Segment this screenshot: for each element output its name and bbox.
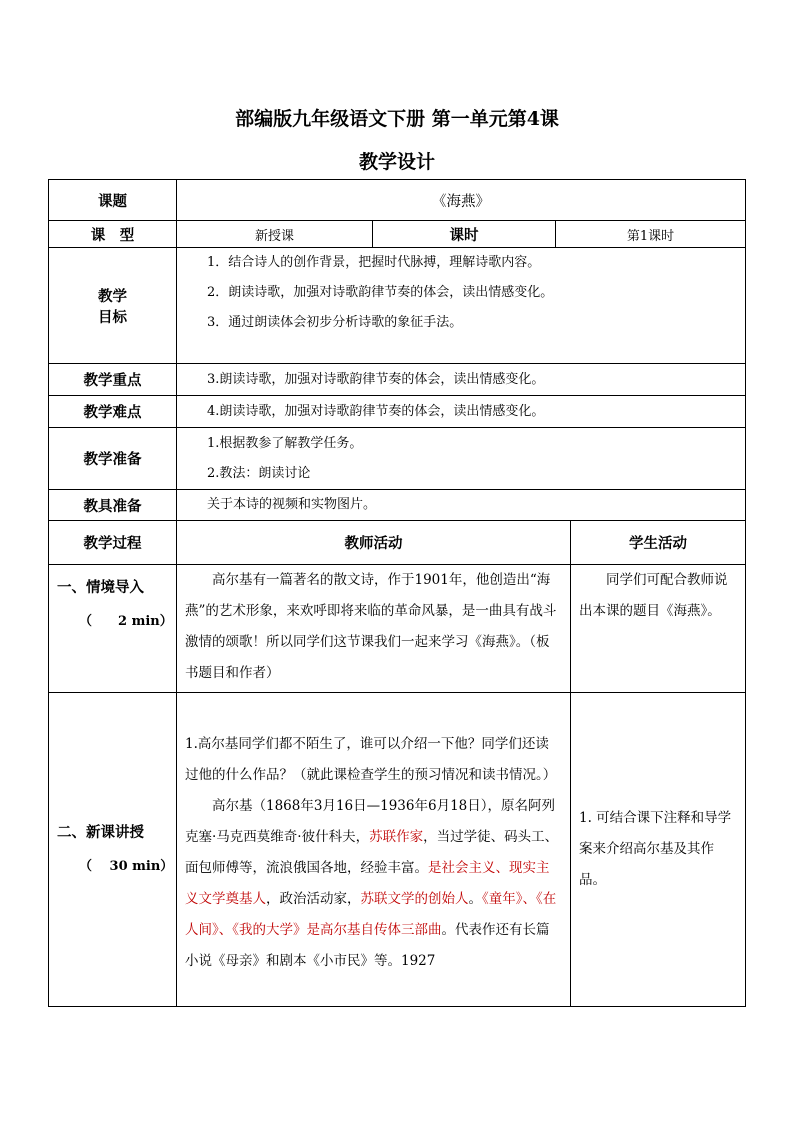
text-span: 。 xyxy=(468,891,482,907)
step2-time: （ 30 min） xyxy=(79,858,174,874)
tools-label: 教具准备 xyxy=(49,490,177,521)
highlight-text: 苏联作家 xyxy=(369,829,424,845)
step2-cell xyxy=(49,693,177,1007)
step1-title: 一、情境导入 xyxy=(57,579,144,596)
goal-item: 3．通过朗读体会初步分析诗歌的象征手法。 xyxy=(207,315,463,330)
step1-student-text: 同学们可配合教师说出本课的题目《海燕》。 xyxy=(579,572,728,619)
tools-cell xyxy=(177,490,746,521)
step1-student-cell xyxy=(571,565,746,693)
highlight-text: 《童年》、《在人间》、《我的大学》是高尔基自传体三部曲 xyxy=(185,891,557,938)
step1-cell xyxy=(49,565,177,693)
table-row xyxy=(49,693,746,1007)
lesson-plan-table xyxy=(48,179,746,1007)
tools-text: 关于本诗的视频和实物图片。 xyxy=(207,497,377,512)
difficulty-cell xyxy=(177,396,746,428)
type-label: 课 型 xyxy=(49,221,177,248)
highlight-text: 苏联文学的创始人 xyxy=(360,891,469,907)
table-row xyxy=(49,248,746,364)
text-span: ，当过学徒、码头工、面包师傅等，流浪俄国各地，经验丰富。 xyxy=(185,829,559,876)
goal-item: 2．朗读诗歌，加强对诗歌韵律节奏的体会，读出情感变化。 xyxy=(207,285,554,300)
hours-label: 课时 xyxy=(373,221,556,248)
step2-title: 二、新课讲授 xyxy=(57,823,144,841)
page-subtitle: 教学设计 xyxy=(358,151,435,173)
student-activity-header: 学生活动 xyxy=(571,521,746,565)
step2-teacher-p1: 1.高尔基同学们都不陌生了，谁可以介绍一下他？同学们还读过他的什么作品？（就此课检查学生的预习情况和读书情况。） xyxy=(185,736,557,783)
goals-label-line-2: 目标 xyxy=(98,308,127,326)
goals-label xyxy=(49,248,177,364)
process-header: 教学过程 xyxy=(49,521,177,565)
focus-text: 3.朗读诗歌，加强对诗歌韵律节奏的体会，读出情感变化。 xyxy=(207,371,545,387)
step1-teacher-cell xyxy=(177,565,571,693)
table-row xyxy=(49,180,746,221)
prep-item: 1.根据教参了解教学任务。 xyxy=(207,435,363,451)
goals-label-line-1: 教学 xyxy=(98,287,127,305)
goals-list xyxy=(177,248,746,364)
step2-student-text: 1. 可结合课下注释和导学案来介绍高尔基及其作品。 xyxy=(579,810,732,888)
step2-teacher-p2 xyxy=(177,791,570,977)
table-row xyxy=(49,221,746,248)
text-span: 。代表作还有长篇小说《母亲》和剧本《小市民》等。1927 xyxy=(185,922,550,969)
hours-value: 第1课时 xyxy=(556,221,746,248)
topic-label: 课题 xyxy=(49,180,177,221)
focus-label: 教学重点 xyxy=(49,364,177,396)
step2-student-cell xyxy=(571,693,746,1007)
highlight-text: 是社会主义、现实主义文学奠基人 xyxy=(185,860,550,907)
difficulty-text: 4.朗读诗歌，加强对诗歌韵律节奏的体会，读出情感变化。 xyxy=(207,403,545,419)
goal-item: 1．结合诗人的创作背景，把握时代脉搏，理解诗歌内容。 xyxy=(207,255,541,270)
text-span: 高尔基（1868年3月16日—1936年6月18日），原名阿列克塞·马克西莫维奇·彼什科夫， xyxy=(185,798,555,845)
table-row xyxy=(49,565,746,693)
focus-cell xyxy=(177,364,746,396)
table-row xyxy=(49,364,746,396)
table-row xyxy=(49,396,746,428)
prep-list xyxy=(177,428,746,490)
type-value: 新授课 xyxy=(177,221,373,248)
table-row xyxy=(49,521,746,565)
page-title: 部编版九年级语文下册 第一单元第4课 xyxy=(235,108,559,130)
text-span: ，政治活动家， xyxy=(266,891,361,907)
step1-time: （ 2 min） xyxy=(79,614,173,629)
step2-teacher-cell xyxy=(177,693,571,1007)
teacher-activity-header: 教师活动 xyxy=(177,521,571,565)
topic-value: 《海燕》 xyxy=(177,180,746,221)
prep-label: 教学准备 xyxy=(49,428,177,490)
difficulty-label: 教学难点 xyxy=(49,396,177,428)
table-row xyxy=(49,490,746,521)
step1-teacher-text: 高尔基有一篇著名的散文诗，作于1901年，他创造出“海燕”的艺术形象，来欢呼即将来临的革命风暴，是一曲具有战斗激情的颂歌！所以同学们这节课我们一起来学习《海燕》。（板书题目和作者） xyxy=(185,572,557,681)
prep-item: 2.教法：朗读讨论 xyxy=(207,465,311,481)
table-row xyxy=(49,428,746,490)
